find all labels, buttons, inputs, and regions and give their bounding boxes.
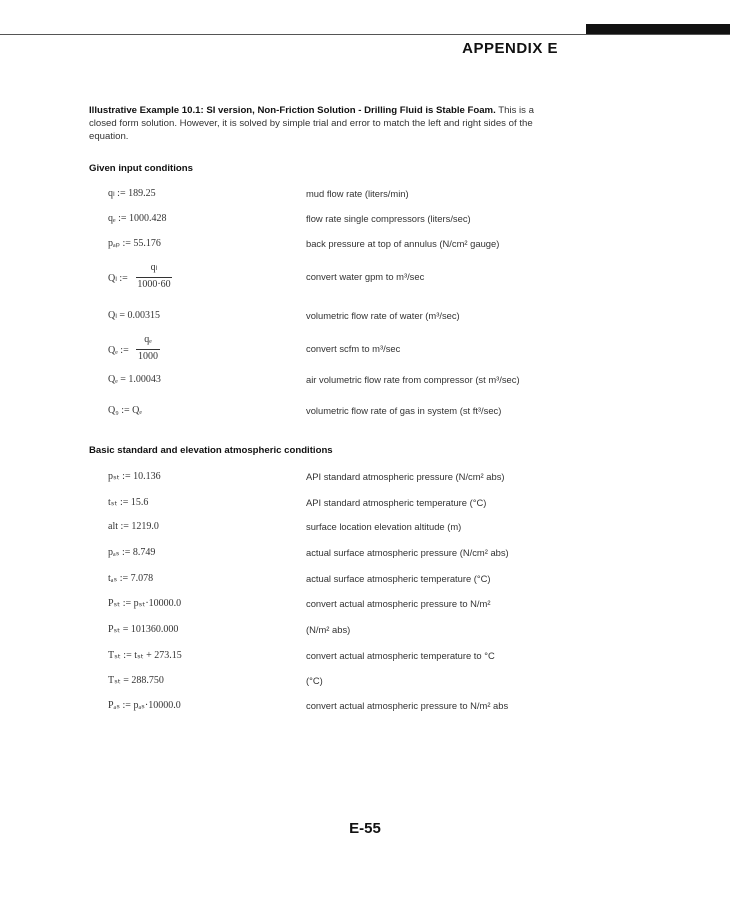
atmos-row xyxy=(0,675,730,695)
description: air volumetric flow rate from compressor (st m³/sec) xyxy=(306,374,520,385)
fraction-numerator: qₗ xyxy=(150,262,158,273)
atmos-heading: Basic standard and elevation atmospheric conditions xyxy=(89,445,333,456)
description: back pressure at top of annulus (N/cm² gauge) xyxy=(306,238,500,249)
equation: tₛₜ := 15.6 xyxy=(108,497,149,508)
atmos-row xyxy=(0,624,730,644)
intro-title: Illustrative Example 10.1: SI version, Non-Friction Solution - Drilling Fluid is Stable Foam. xyxy=(89,105,496,116)
given-row xyxy=(0,188,730,208)
equation: qₑ := 1000.428 xyxy=(108,213,167,224)
equation: tₐₛ := 7.078 xyxy=(108,573,154,584)
atmos-row xyxy=(0,521,730,541)
fraction-label: Qₑ := xyxy=(108,345,129,356)
description: API standard atmospheric temperature (°C) xyxy=(306,497,487,508)
atmos-row xyxy=(0,471,730,491)
description: convert actual atmospheric pressure to N/m² xyxy=(306,598,491,609)
description: convert scfm to m³/sec xyxy=(306,343,401,354)
header-rule xyxy=(0,34,730,35)
equation: Pₐₛ := pₐₛ·10000.0 xyxy=(108,700,181,711)
fraction-denominator: 1000 xyxy=(138,351,158,362)
given-row xyxy=(0,374,730,394)
fraction-numerator: qₑ xyxy=(144,334,152,345)
fraction-bar xyxy=(136,349,160,350)
equation: Qₑ = 1.00043 xyxy=(108,374,161,385)
description: volumetric flow rate of gas in system (st ft³/sec) xyxy=(306,405,502,416)
atmos-row xyxy=(0,650,730,670)
given-heading: Given input conditions xyxy=(89,163,193,174)
description: (°C) xyxy=(306,675,323,686)
equation: pₛₜ := 10.136 xyxy=(108,471,161,482)
fraction-label: Qₗ := xyxy=(108,273,128,284)
equation: alt := 1219.0 xyxy=(108,521,159,532)
equation: Tₛₜ := tₛₜ + 273.15 xyxy=(108,650,182,661)
page-number: E-55 xyxy=(349,820,381,837)
fraction-bar xyxy=(136,277,172,278)
given-row-fraction xyxy=(0,262,730,296)
description: convert water gpm to m³/sec xyxy=(306,271,425,282)
equation: Pₛₜ := pₛₜ·10000.0 xyxy=(108,598,182,609)
intro-paragraph xyxy=(89,104,549,143)
description: (N/m² abs) xyxy=(306,624,351,635)
equation: Tₛₜ = 288.750 xyxy=(108,675,164,686)
equation: Q₉ := Qₑ xyxy=(108,405,142,416)
given-row-fraction xyxy=(0,334,730,368)
equation: Qₗ = 0.00315 xyxy=(108,310,161,321)
fraction-denominator: 1000·60 xyxy=(137,279,171,290)
atmos-row xyxy=(0,598,730,618)
description: actual surface atmospheric temperature (°C) xyxy=(306,573,491,584)
equation: pₐₚ := 55.176 xyxy=(108,238,161,249)
atmos-row xyxy=(0,497,730,517)
description: actual surface atmospheric pressure (N/cm² abs) xyxy=(306,547,509,558)
description: surface location elevation altitude (m) xyxy=(306,521,462,532)
intro-body: This is a closed form solution. However, it is solved by simple trial and error to match the left and right sides of the equation. xyxy=(89,105,534,142)
equation: pₐₛ := 8.749 xyxy=(108,547,156,558)
given-row xyxy=(0,310,730,330)
atmos-row xyxy=(0,700,730,720)
description: convert actual atmospheric pressure to N/m² abs xyxy=(306,700,509,711)
description: API standard atmospheric pressure (N/cm² abs) xyxy=(306,471,505,482)
atmos-row xyxy=(0,573,730,593)
given-row xyxy=(0,238,730,258)
description: volumetric flow rate of water (m³/sec) xyxy=(306,310,460,321)
description: convert actual atmospheric temperature to °C xyxy=(306,650,495,661)
appendix-label: APPENDIX E xyxy=(462,40,558,57)
equation: qₗ := 189.25 xyxy=(108,188,156,199)
equation: Pₛₜ = 101360.000 xyxy=(108,624,179,635)
given-row xyxy=(0,405,730,425)
description: mud flow rate (liters/min) xyxy=(306,188,409,199)
description: flow rate single compressors (liters/sec) xyxy=(306,213,471,224)
given-row xyxy=(0,213,730,233)
atmos-row xyxy=(0,547,730,567)
